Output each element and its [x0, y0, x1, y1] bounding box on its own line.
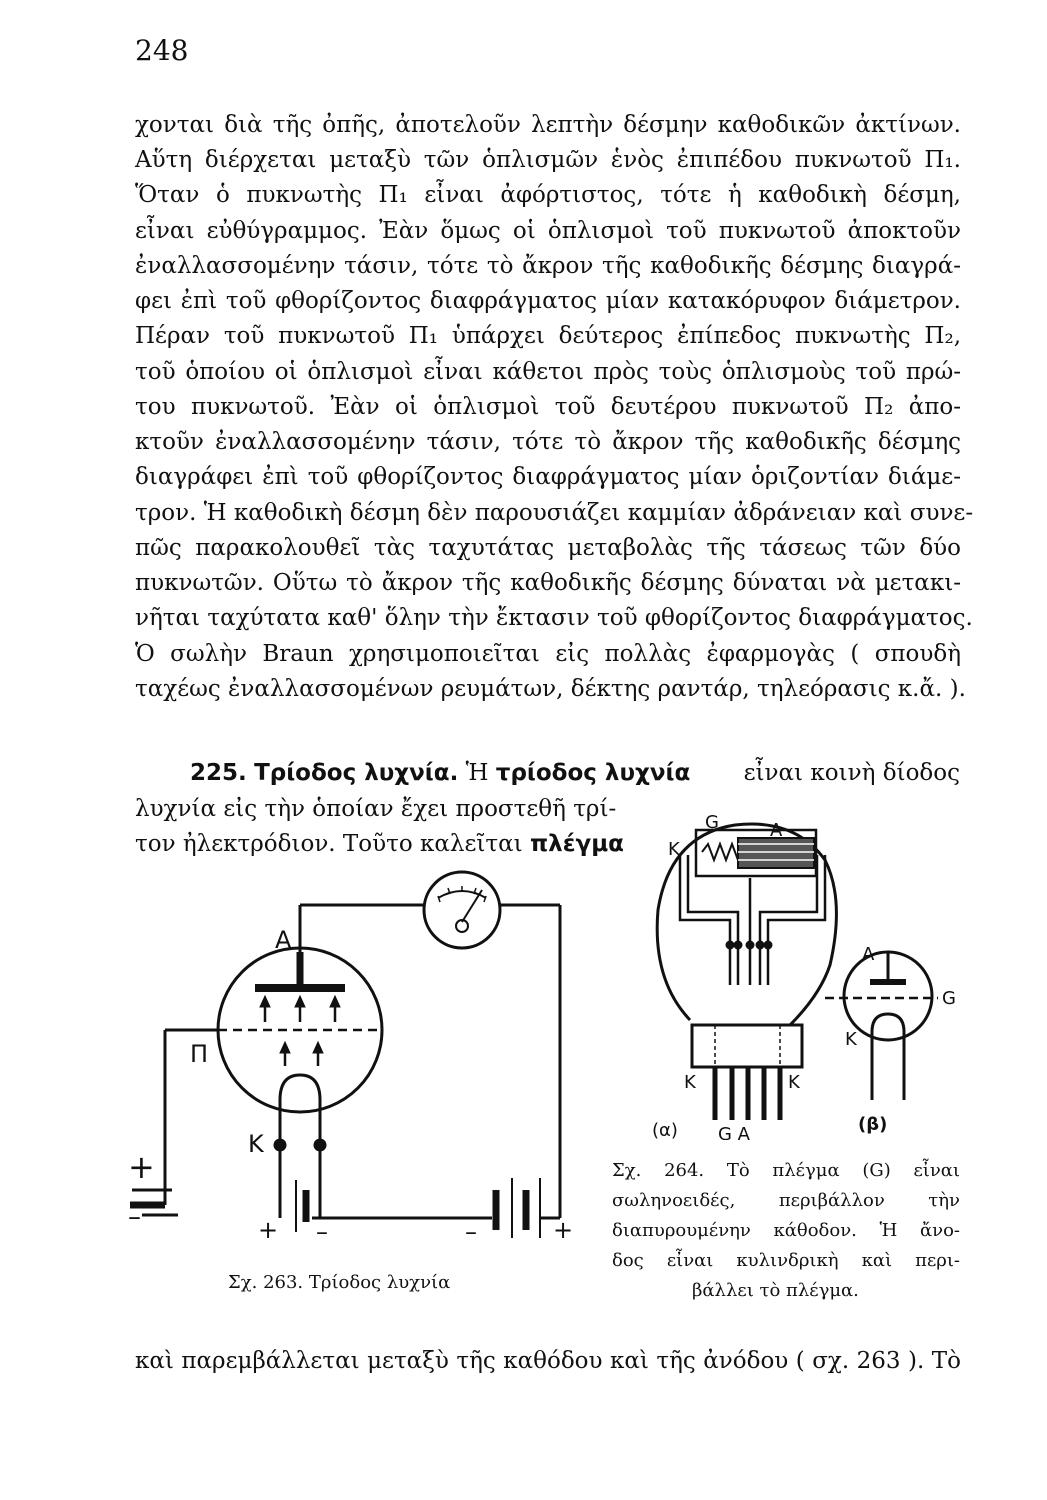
section-number: 225.	[190, 760, 247, 786]
text-line: Ὁ σωλὴν Braun χρησιμοποιεῖται εἰς πολλὰς ἐφαρμογὰς ( σπουδὴ	[135, 641, 961, 667]
section-title: Τρίοδος λυχνία.	[254, 760, 459, 786]
caption-line: δος εἶναι κυλινδρικὴ καὶ περι-	[612, 1250, 960, 1271]
text-line: κτοῦν ἐναλλασσομένην τάσιν, τότε τὸ ἄκρον τῆς καθοδικῆς δέσμης	[135, 429, 961, 455]
label-k-right: K	[788, 1072, 800, 1093]
section-text: τον ἠλεκτρόδιον. Τοῦτο καλεῖται	[135, 831, 530, 857]
label-a: A	[770, 820, 783, 841]
closing-line: καὶ παρεμβάλλεται μεταξὺ τῆς καθόδου καὶ τῆς ἀνόδου ( σχ. 263 ). Τὸ	[135, 1348, 961, 1374]
label-minus-bottom-right: –	[465, 1218, 477, 1240]
section-term: τρίοδος λυχνία	[495, 760, 691, 786]
text-line: τοῦ ὁποίου οἱ ὁπλισμοὶ εἶναι κάθετοι πρὸς τοὺς ὁπλισμοὺς τοῦ πρώ-	[135, 359, 961, 385]
label-alpha: (α)	[652, 1120, 678, 1140]
section-line-2: λυχνία εἰς τὴν ὁποίαν ἔχει προστεθῆ τρί-	[135, 796, 617, 822]
caption-line: σωληνοειδές, περιβάλλον τὴν	[612, 1190, 960, 1211]
caption-line: βάλλει τὸ πλέγμα.	[692, 1280, 859, 1301]
text-line: Αὕτη διέρχεται μεταξὺ τῶν ὁπλισμῶν ἑνὸς ἐπιπέδου πυκνωτοῦ Π₁.	[135, 147, 961, 173]
label-anode: A	[275, 926, 292, 954]
section-term-grid: πλέγμα	[529, 831, 624, 857]
text-line: Πέραν τοῦ πυκνωτοῦ Π₁ ὑπάρχει δεύτερος ἐπίπεδος πυκνωτὴς Π₂,	[135, 323, 961, 349]
text-line: χονται διὰ τῆς ὀπῆς, ἀποτελοῦν λεπτὴν δέσμην καθοδικῶν ἀκτίνων.	[135, 112, 961, 138]
text-line: εἶναι εὐθύγραμμος. Ἐὰν ὅμως οἱ ὁπλισμοὶ τοῦ πυκνωτοῦ ἀποκτοῦν	[135, 218, 961, 244]
text-line: ἐναλλασσομένην τάσιν, τότε τὸ ἄκρον τῆς καθοδικῆς δέσμης διαγρά-	[135, 253, 961, 279]
text-line: πυκνωτῶν. Οὕτω τὸ ἄκρον τῆς καθοδικῆς δέσμης δύναται νὰ μετακι-	[135, 570, 961, 596]
label-minus-bottom-left: –	[316, 1218, 328, 1240]
caption-line: Σχ. 264. Τὸ πλέγμα (G) εἶναι	[612, 1160, 960, 1181]
label-k: K	[668, 839, 680, 860]
label-cathode: K	[248, 1130, 264, 1158]
text-line: Ὅταν ὁ πυκνωτὴς Π₁ εἶναι ἀφόρτιστος, τότε ἡ καθοδικὴ δέσμη,	[135, 182, 961, 208]
text-line: φει ἐπὶ τοῦ φθορίζοντος διαφράγματος μίαν κατακόρυφον διάμετρον.	[135, 288, 961, 314]
triode-circuit-figure	[120, 860, 600, 1240]
symbol-k: K	[845, 1029, 857, 1050]
section-heading-line	[190, 760, 960, 786]
figure-263-caption: Σχ. 263. Τρίοδος λυχνία	[228, 1272, 451, 1293]
symbol-a: A	[862, 944, 875, 965]
section-text: εἶναι κοινὴ δίοδος	[743, 760, 960, 786]
label-beta: (β)	[858, 1114, 888, 1135]
label-ga: G A	[718, 1124, 750, 1140]
label-plus-bottom-left: +	[258, 1216, 279, 1240]
text-line: τρον. Ἡ καθοδικὴ δέσμη δὲν παρουσιάζει καμμίαν ἀδράνειαν καὶ συνε-	[135, 500, 974, 526]
text-line: του πυκνωτοῦ. Ἐὰν οἱ ὁπλισμοὶ τοῦ δευτέρου πυκνωτοῦ Π₂ ἀπο-	[135, 394, 961, 420]
text-line: ταχέως ἐναλλασσομένων ρευμάτων, δέκτης ραντάρ, τηλεόρασις κ.ἄ. ).	[135, 676, 966, 702]
triode-construction-figure	[620, 800, 980, 1140]
caption-line: διαπυρουμένην κάθοδον. Ἡ ἄνο-	[612, 1220, 960, 1241]
section-line-3	[135, 831, 624, 857]
label-k-left: K	[684, 1072, 696, 1093]
text-line: νῆται ταχύτατα καθ' ὅλην τὴν ἔκτασιν τοῦ φθορίζοντος διαφράγματος.	[135, 605, 973, 631]
page-number: 248	[135, 34, 189, 67]
ammeter-icon	[424, 872, 500, 948]
text-line: πῶς παρακολουθεῖ τὰς ταχυτάτας μεταβολὰς τῆς τάσεως τῶν δύο	[135, 535, 961, 561]
label-grid: Π	[190, 1040, 209, 1068]
label-plus-bottom-right: +	[553, 1216, 574, 1240]
symbol-g: G	[942, 988, 956, 1009]
tube-base	[692, 1025, 802, 1067]
label-minus-left: –	[128, 1202, 141, 1232]
text-line: διαγράφει ἐπὶ τοῦ φθορίζοντος διαφράγματος μίαν ὁριζοντίαν διάμε-	[135, 464, 961, 490]
label-plus-left: +	[128, 1148, 155, 1186]
section-text: Ἡ	[458, 760, 496, 786]
label-g: G	[705, 812, 719, 833]
